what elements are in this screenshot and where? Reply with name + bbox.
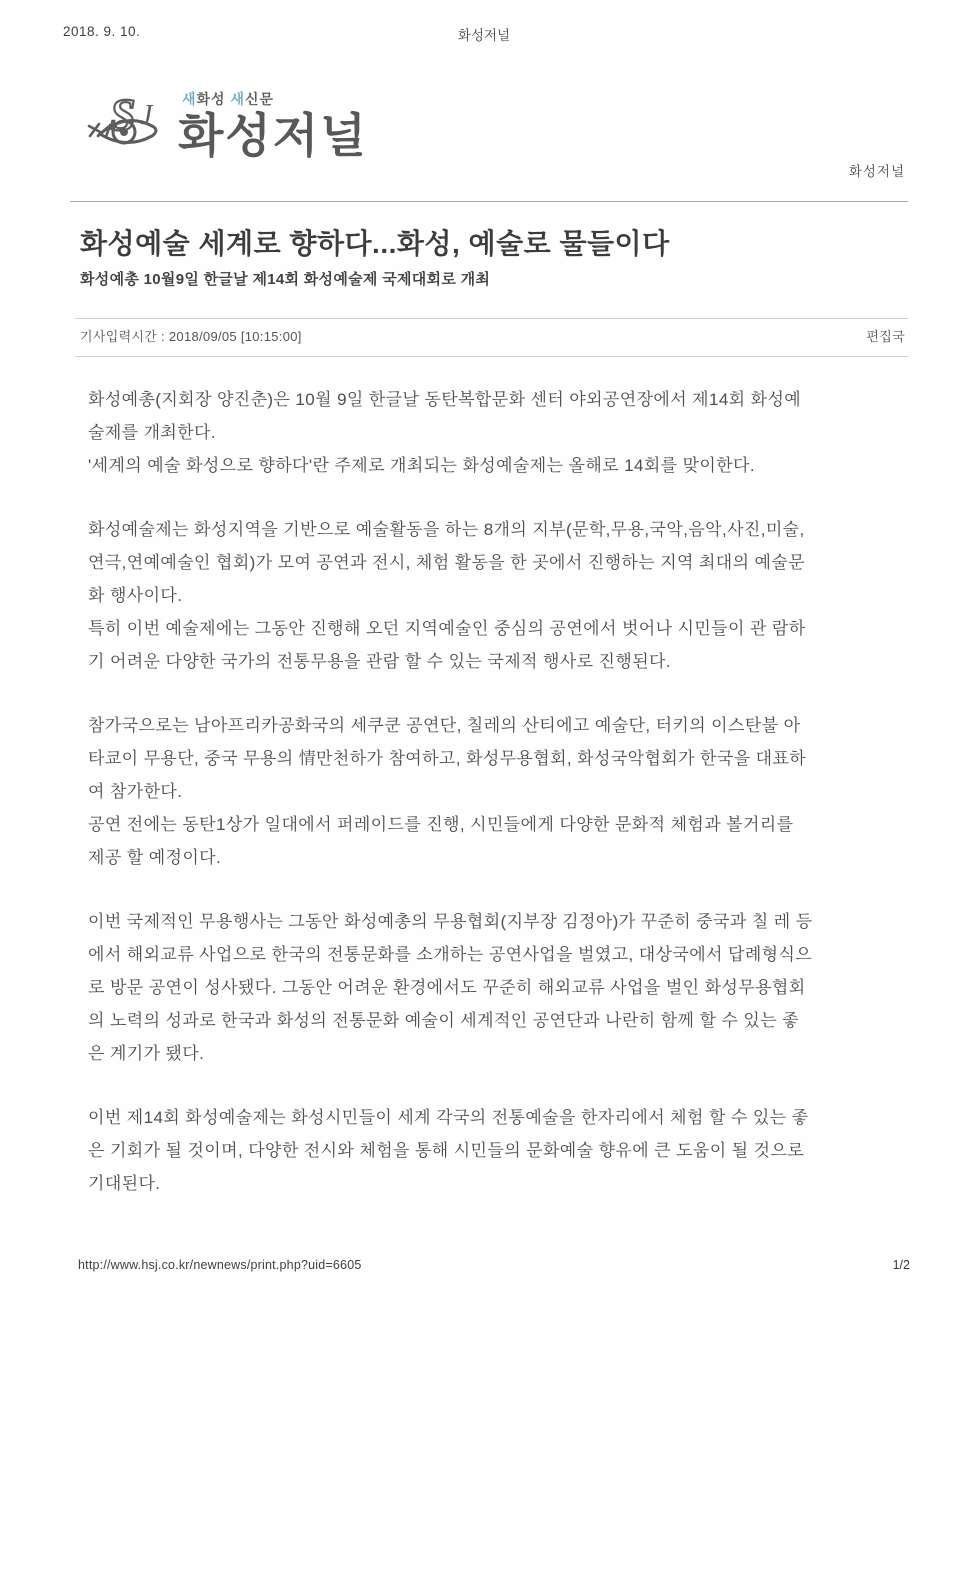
masthead-tagline	[182, 89, 368, 109]
article-line: 타쿄이 무용단, 중국 무용의 情만천하가 참여하고, 화성무용협회, 화성국악협회가 한국을 대표하	[88, 749, 807, 768]
tagline-word-2: 신문	[245, 90, 275, 107]
hsj-eye-logo-icon	[86, 88, 172, 160]
article-input-time: 기사입력시간 : 2018/09/05 [10:15:00]	[80, 329, 302, 344]
print-source-url: http://www.hsj.co.kr/newnews/print.php?uid=6605	[78, 1258, 362, 1272]
print-page-indicator: 1/2	[892, 1258, 910, 1272]
article-line: '세계의 예술 화성으로 향하다'란 주제로 개최되는 화성예술제는 올해로 14회를 맞이한다.	[88, 456, 756, 475]
article-line: 기 어려운 다양한 국가의 전통무용을 관람 할 수 있는 국제적 행사로 진행된다.	[88, 652, 671, 671]
article-line: 술제를 개최한다.	[88, 423, 216, 442]
svg-text:S: S	[110, 89, 136, 140]
article-title: 화성예술 세계로 향하다...화성, 예술로 물들이다	[80, 228, 670, 259]
article-meta-row	[80, 326, 905, 345]
article-line: 기대된다.	[88, 1174, 161, 1193]
article-line: 여 참가한다.	[88, 782, 183, 801]
article-line: 의 노력의 성과로 한국과 화성의 전통문화 예술이 세계적인 공연단과 나란히 함께 할 수 있는 좋	[88, 1011, 799, 1030]
article-line: 공연 전에는 동탄1상가 일대에서 퍼레이드를 진행, 시민들에게 다양한 문화적 체험과 볼거리를	[88, 815, 794, 834]
print-footer	[78, 1258, 910, 1272]
print-header	[63, 24, 905, 44]
article-line: 은 계기가 됐다.	[88, 1044, 205, 1063]
article-line: 화 행사이다.	[88, 586, 183, 605]
article-line: 은 기회가 될 것이며, 다양한 전시와 체험을 통해 시민들의 문화예술 향유에 큰 도움이 될 것으로	[88, 1141, 805, 1160]
article-paragraph	[88, 905, 908, 1070]
article-author: 편집국	[866, 329, 905, 344]
site-name-right: 화성저널	[848, 164, 905, 179]
article-line: 화성예술제는 화성지역을 기반으로 예술활동을 하는 8개의 지부(문학,무용,국악,음악,사진,미술,	[88, 520, 805, 539]
article-line: 화성예총(지회장 양진춘)은 10월 9일 한글날 동탄복합문화 센터 야외공연장에서 제14회 화성예	[88, 390, 802, 409]
print-date: 2018. 9. 10.	[63, 24, 141, 39]
article-subtitle: 화성예총 10월9일 한글날 제14회 화성예술제 국제대회로 개최	[80, 271, 491, 288]
masthead-divider	[70, 201, 908, 202]
meta-divider-bottom	[75, 356, 908, 357]
meta-divider-top	[75, 318, 908, 319]
article-paragraph	[88, 709, 908, 874]
masthead-logo-text: 화성저널	[178, 108, 368, 162]
article-line: 에서 해외교류 사업으로 한국의 전통문화를 소개하는 공연사업을 벌였고, 대상국에서 답례형식으	[88, 945, 813, 964]
tagline-accent-2: 새	[230, 90, 246, 107]
article-line: 참가국으로는 남아프리카공화국의 세쿠쿤 공연단, 칠레의 산티에고 예술단, 터키의 이스탄불 아	[88, 716, 801, 735]
article-line: 제공 할 예정이다.	[88, 848, 222, 867]
article-line: 연극,연예예술인 협회)가 모여 공연과 전시, 체험 활동을 한 곳에서 진행하는 지역 최대의 예술문	[88, 553, 806, 572]
article-line: 로 방문 공연이 성사됐다. 그동안 어려운 환경에서도 꾸준히 해외교류 사업을 벌인 화성무용협회	[88, 978, 806, 997]
tagline-word-1: 화성	[196, 90, 231, 107]
article-paragraph	[88, 383, 908, 482]
svg-text:J: J	[140, 100, 153, 131]
print-page-title: 화성저널	[457, 28, 511, 43]
article-body	[88, 383, 908, 1231]
article-line: 이번 국제적인 무용행사는 그동안 화성예총의 무용협회(지부장 김정아)가 꾸준히 중국과 칠 레 등	[88, 912, 813, 931]
article-line: 특히 이번 예술제에는 그동안 진행해 오던 지역예술인 중심의 공연에서 벗어나 시민들이 관 람하	[88, 619, 806, 638]
article-line: 이번 제14회 화성예술제는 화성시민들이 세계 각국의 전통예술을 한자리에서 체험 할 수 있는 좋	[88, 1108, 809, 1127]
tagline-accent-1: 새	[182, 90, 197, 107]
masthead-text	[178, 89, 368, 160]
article-paragraph	[88, 513, 908, 678]
article-paragraph	[88, 1101, 908, 1200]
masthead	[86, 88, 368, 160]
